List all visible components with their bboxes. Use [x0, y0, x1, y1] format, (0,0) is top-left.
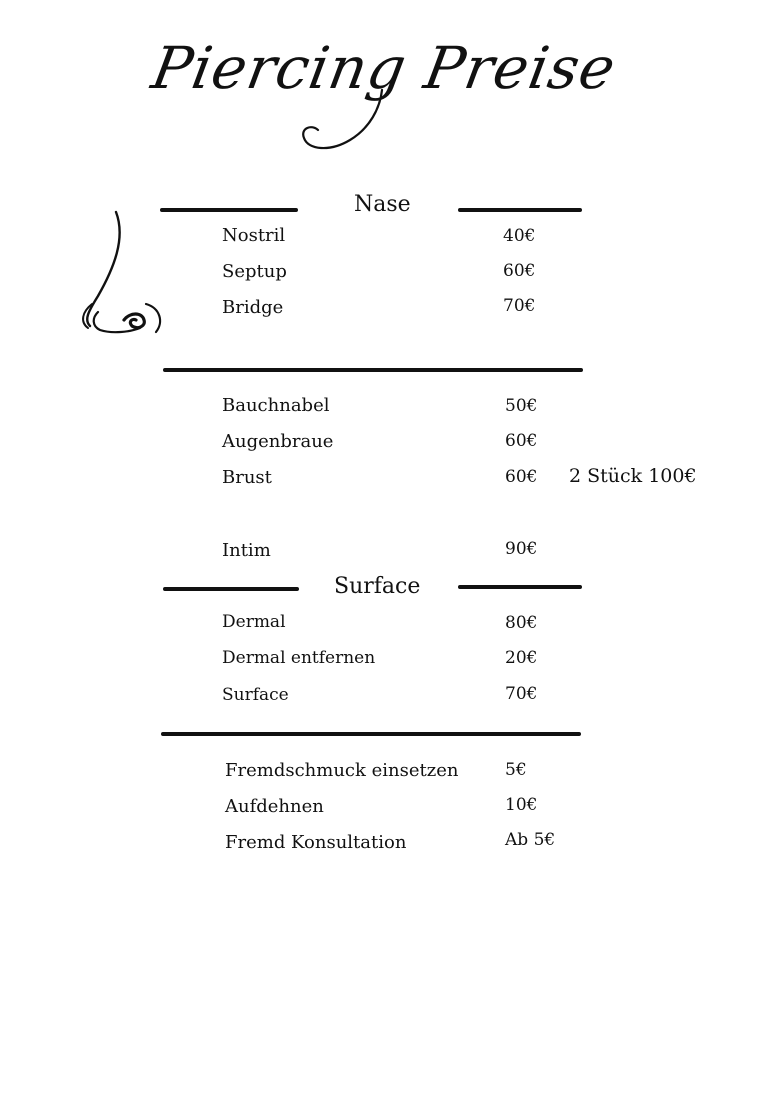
item-name: Nostril — [222, 225, 286, 246]
item-name: Brust — [222, 467, 272, 488]
item-price: 60€ — [505, 467, 538, 487]
item-price: 70€ — [503, 296, 536, 316]
item-name: Bridge — [222, 297, 284, 318]
item-name: Surface — [222, 685, 289, 705]
section-heading-surface: Surface — [334, 574, 421, 599]
item-name: Dermal entfernen — [222, 648, 376, 668]
item-name: Fremdschmuck einsetzen — [225, 760, 459, 781]
item-price: 70€ — [505, 684, 538, 704]
item-name: Bauchnabel — [222, 395, 330, 416]
item-name: Septup — [222, 261, 287, 282]
item-price: 60€ — [503, 261, 536, 281]
divider-rule — [458, 585, 582, 589]
divider-rule — [163, 587, 299, 591]
item-price: 90€ — [505, 539, 538, 559]
item-price: 40€ — [503, 226, 536, 246]
item-price: 60€ — [505, 431, 538, 451]
divider-rule — [161, 732, 581, 736]
item-price: 50€ — [505, 396, 538, 416]
item-price: 5€ — [505, 760, 527, 780]
item-note: 2 Stück 100€ — [569, 465, 697, 487]
nose-outline-icon — [78, 208, 168, 338]
item-name: Augenbraue — [222, 431, 334, 452]
item-name: Dermal — [222, 612, 286, 632]
section-heading-nase: Nase — [354, 192, 411, 217]
calligraphic-flourish-icon — [290, 88, 400, 158]
item-name: Aufdehnen — [225, 796, 324, 817]
page-title: Piercing Preise — [146, 34, 622, 102]
item-name: Intim — [222, 540, 271, 561]
divider-rule — [458, 208, 582, 212]
item-name: Fremd Konsultation — [225, 832, 407, 853]
item-price: 80€ — [505, 613, 538, 633]
divider-rule — [160, 208, 298, 212]
item-price: 20€ — [505, 648, 538, 668]
item-price: 10€ — [505, 795, 538, 815]
divider-rule — [163, 368, 583, 372]
item-price: Ab 5€ — [505, 830, 556, 850]
